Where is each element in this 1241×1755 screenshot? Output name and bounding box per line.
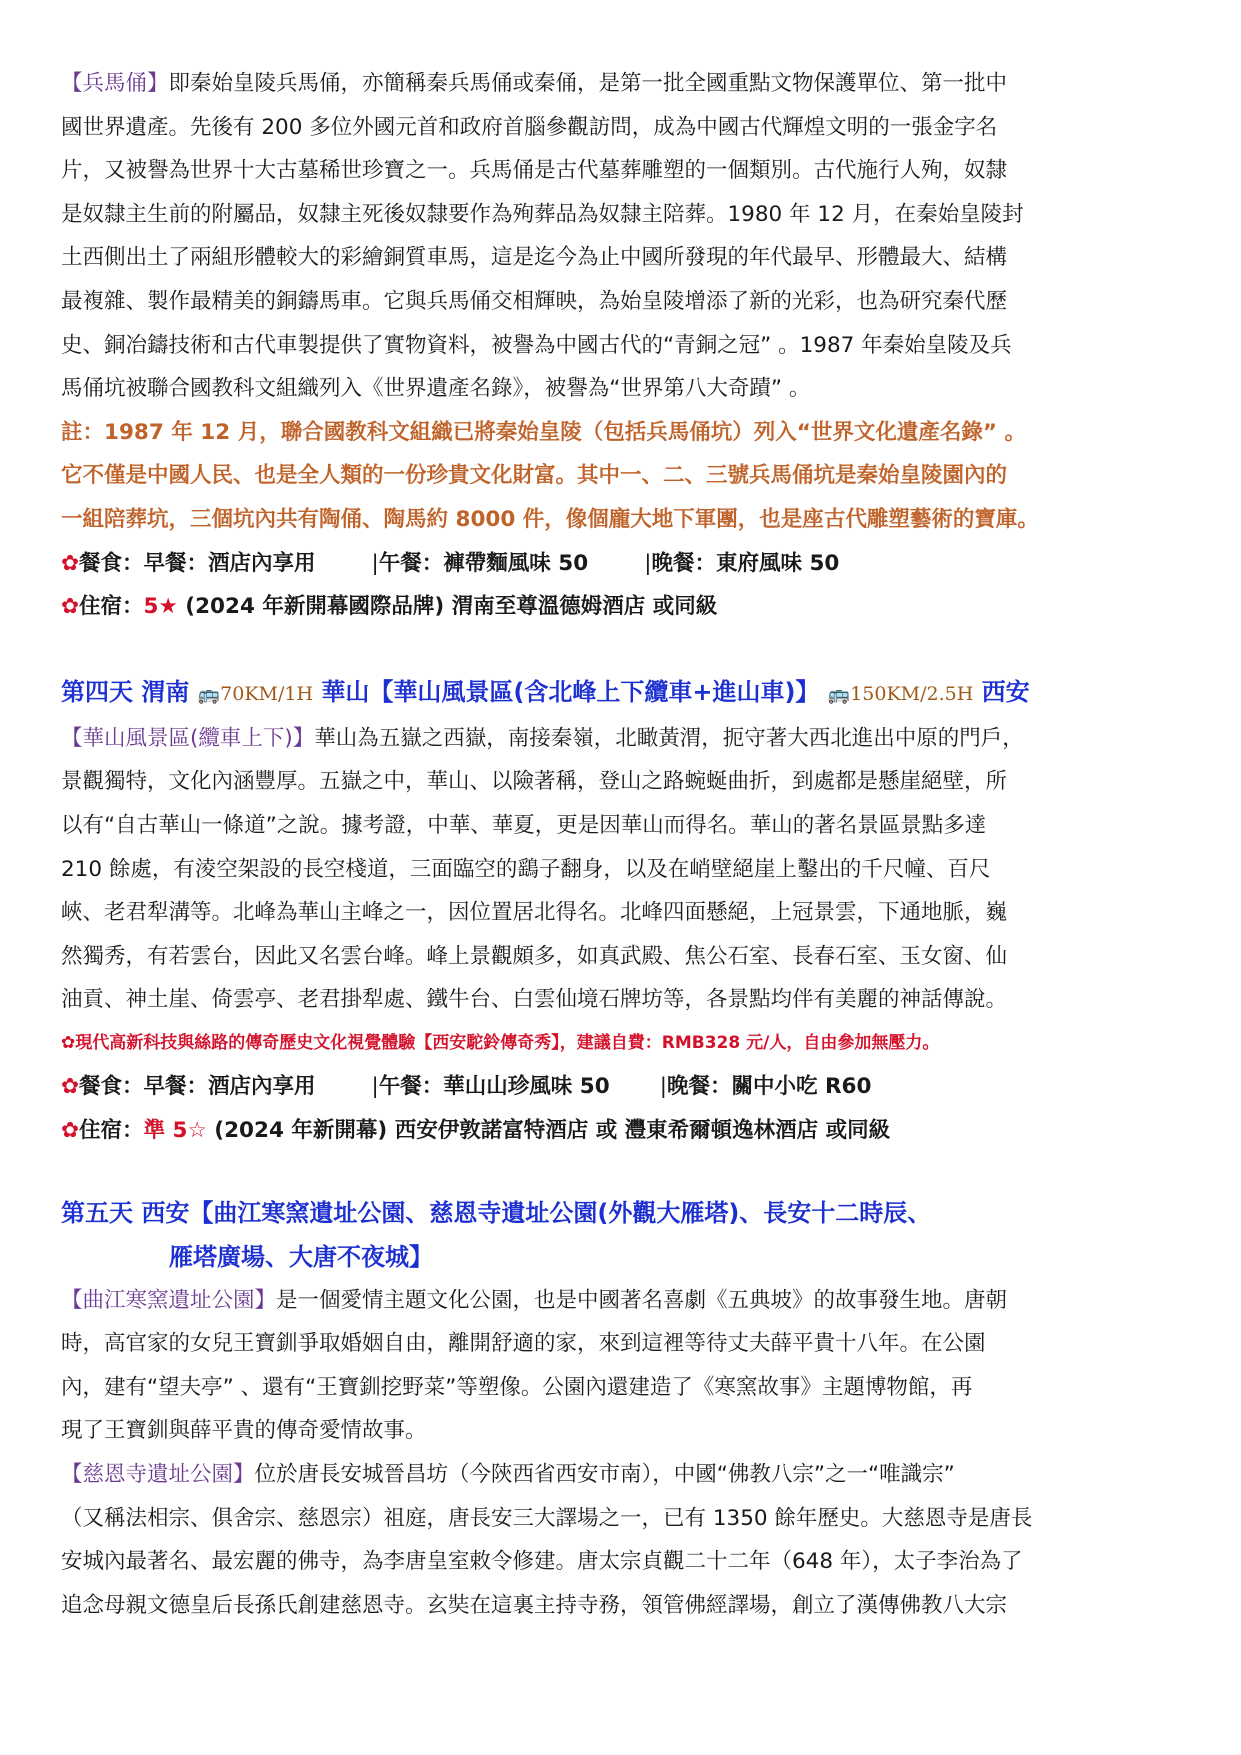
- ciensi-paragraph: [61, 1453, 1191, 1627]
- section-label: 【曲江寒窯遺址公園】: [61, 1287, 277, 1313]
- text-line: 追念母親文德皇后長孫氏創建慈恩寺。玄奘在這裏主持寺務，領管佛經譯場，創立了漢傳佛教八大宗: [61, 1592, 1008, 1618]
- hotel-name: (2024 年新開幕國際品牌) 渭南至尊溫德姆酒店 或同級: [177, 594, 718, 620]
- itinerary-page: [61, 62, 1191, 1627]
- text-line: 片，又被譽為世界十大古墓稀世珍寶之一。兵馬俑是古代墓葬雕塑的一個類別。古代施行人殉，奴隸: [61, 158, 1008, 184]
- hotel-rating: 5★: [143, 594, 178, 620]
- text-line: 油貢、神土崖、倚雲亭、老君掛犁處、鐵牛台、白雲仙境石牌坊等，各景點均伴有美麗的神話傳說。: [61, 987, 1008, 1013]
- text-line: 時，高官家的女兒王寶釧爭取婚姻自由，離開舒適的家，來到這裡等待丈夫薛平貴十八年。在公園: [61, 1331, 986, 1357]
- day5-title-cont: 雁塔廣場、大唐不夜城】: [169, 1242, 433, 1271]
- text-line: 最複雜、製作最精美的銅鑄馬車。它與兵馬俑交相輝映，為始皇陵增添了新的光彩，也為研究秦代歷: [61, 288, 1008, 314]
- separator: |: [644, 550, 652, 576]
- text-line: 峽、老君犁溝等。北峰為華山主峰之一，因位置居北得名。北峰四面懸絕，上冠景雲，下通地脈，巍: [61, 900, 1008, 926]
- dinner: 晚餐：東府風味 50: [651, 550, 840, 576]
- lunch: 午餐：華山山珍風味 50: [378, 1074, 610, 1100]
- section-label: 【兵馬俑】: [61, 71, 169, 96]
- lunch: 午餐：褲帶麵風味 50: [378, 550, 589, 576]
- text-line: 史、銅冶鑄技術和古代車製提供了實物資料，被譽為中國古代的“青銅之冠” 。1987 年秦始皇陵及兵: [61, 332, 1012, 358]
- text-line: 馬俑坑被聯合國教科文組織列入《世界遺產名錄》，被譽為“世界第八大奇蹟” 。: [61, 376, 811, 402]
- hotel-rating: 準 5☆: [143, 1118, 207, 1144]
- breakfast: 早餐：酒店內享用: [143, 1074, 316, 1100]
- text-line: 以有“自古華山一條道”之說。據考證，中華、華夏，更是因華山而得名。華山的著名景區景點多達: [61, 812, 987, 838]
- meals-row: ✿餐食：早餐：酒店內享用 |午餐：華山山珍風味 50 |晚餐：關中小吃 R60: [61, 1065, 1191, 1109]
- separator: |: [659, 1074, 667, 1100]
- text-line: 【華山風景區(纜車上下)】華山為五嶽之西嶽，南接秦嶺，北瞰黃渭，扼守著大西北進出中原的門戶，: [61, 725, 1024, 751]
- text-line: 然獨秀，有若雲台，因此又名雲台峰。峰上景觀頗多，如真武殿、焦公石室、長春石室、玉女窗、仙: [61, 943, 1008, 969]
- separator: |: [371, 550, 379, 576]
- hotel-row: ✿住宿：5★ (2024 年新開幕國際品牌) 渭南至尊溫德姆酒店 或同級: [61, 594, 718, 620]
- flower-icon: ✿: [61, 1074, 80, 1100]
- hanyao-paragraph: [61, 1279, 1191, 1453]
- hotel-name: (2024 年新開幕) 西安伊敦諾富特酒店 或 灃東希爾頓逸林酒店 或同級: [206, 1118, 891, 1144]
- note-line: 一組陪葬坑，三個坑內共有陶俑、陶馬約 8000 件，像個龐大地下軍團，也是座古代雕塑藝術的寶庫。: [61, 506, 1039, 532]
- text-line: 【兵馬俑】即秦始皇陵兵馬俑，亦簡稱秦兵馬俑或秦俑，是第一批全國重點文物保護單位、第一批中: [61, 71, 1008, 96]
- text-line: 景觀獨特，文化內涵豐厚。五嶽之中，華山、以險著稱，登山之路蜿蜒曲折，到處都是懸崖絕壁，所: [61, 769, 1008, 795]
- separator: |: [371, 1074, 379, 1100]
- flower-icon: ✿: [61, 550, 80, 576]
- meals-row: ✿餐食：早餐：酒店內享用 |午餐：褲帶麵風味 50 |晚餐：東府風味 50: [61, 542, 1191, 586]
- distance: 70KM/1H: [220, 682, 314, 705]
- dinner: 晚餐：關中小吃 R60: [666, 1074, 872, 1100]
- text-line: 安城內最著名、最宏麗的佛寺，為李唐皇室敕令修建。唐太宗貞觀二十二年（648 年），太子李治為了: [61, 1549, 1023, 1575]
- section-label: 【華山風景區(纜車上下)】: [61, 725, 315, 751]
- text-line: （又稱法相宗、俱舍宗、慈恩宗）祖庭，唐長安三大譯場之一，已有 1350 餘年歷史。大慈恩寺是唐長: [61, 1505, 1033, 1531]
- text-line: 現了王寶釧與薛平貴的傳奇愛情故事。: [61, 1418, 427, 1444]
- note-line: 它不僅是中國人民、也是全人類的一份珍貴文化財富。其中一、二、三號兵馬俑坑是秦始皇陵園內的: [61, 463, 1008, 489]
- huashan-paragraph: [61, 717, 1191, 1022]
- breakfast: 早餐：酒店內享用: [143, 550, 316, 576]
- heritage-note: [61, 411, 1191, 542]
- flower-icon: ✿: [61, 594, 80, 620]
- text-line: 210 餘處，有淩空架設的長空棧道，三面臨空的鷂子翻身，以及在峭壁絕崖上鑿出的千尺幢、百尺: [61, 856, 991, 882]
- hotel-row: ✿住宿：準 5☆ (2024 年新開幕) 西安伊敦諾富特酒店 或 灃東希爾頓逸林酒店 或同級: [61, 1118, 891, 1144]
- bus-icon: 🚌: [197, 683, 221, 705]
- bus-icon: 🚌: [827, 683, 851, 705]
- text-line: 內，建有“望夫亭” 、還有“王寶釧挖野菜”等塑像。公園內還建造了《寒窯故事》主題博物館，再: [61, 1374, 973, 1400]
- text-line: 國世界遺產。先後有 200 多位外國元首和政府首腦參觀訪問，成為中國古代輝煌文明的一張金字名: [61, 114, 998, 140]
- section-label: 【慈恩寺遺址公園】: [61, 1462, 255, 1488]
- text-line: 是奴隸主生前的附屬品，奴隸主死後奴隸要作為殉葬品為奴隸主陪葬。1980 年 12 月，在秦始皇陵封: [61, 201, 1024, 227]
- text-line: 【慈恩寺遺址公園】位於唐長安城晉昌坊（今陝西省西安市南），中國“佛教八宗”之一“唯識宗”: [61, 1462, 955, 1488]
- day5-title: 第五天 西安【曲江寒窯遺址公園、慈恩寺遺址公園(外觀大雁塔)、長安十二時辰、: [61, 1198, 932, 1227]
- flower-icon: ✿: [61, 1118, 80, 1144]
- text-line: 【曲江寒窯遺址公園】是一個愛情主題文化公園，也是中國著名喜劇《五典坡》的故事發生地。唐朝: [61, 1287, 1008, 1313]
- optional-show-tip: ✿現代高新科技與絲路的傳奇歷史文化視覺體驗【西安駝鈴傳奇秀】，建議自費：RMB328 元/人，自由參加無壓力。: [61, 1032, 940, 1053]
- distance: 150KM/2.5H: [850, 682, 974, 705]
- day4-title: 第四天 渭南 🚌70KM/1H 華山【華山風景區(含北峰上下纜車+進山車)】 🚌150KM/2.5H 西安: [61, 677, 1030, 706]
- terracotta-paragraph: [61, 62, 1191, 411]
- note-line: 註：1987 年 12 月，聯合國教科文組織已將秦始皇陵（包括兵馬俑坑）列入“世界文化遺產名錄” 。: [61, 419, 1026, 445]
- text-line: 土西側出土了兩組形體較大的彩繪銅質車馬，這是迄今為止中國所發現的年代最早、形體最大、結構: [61, 245, 1008, 271]
